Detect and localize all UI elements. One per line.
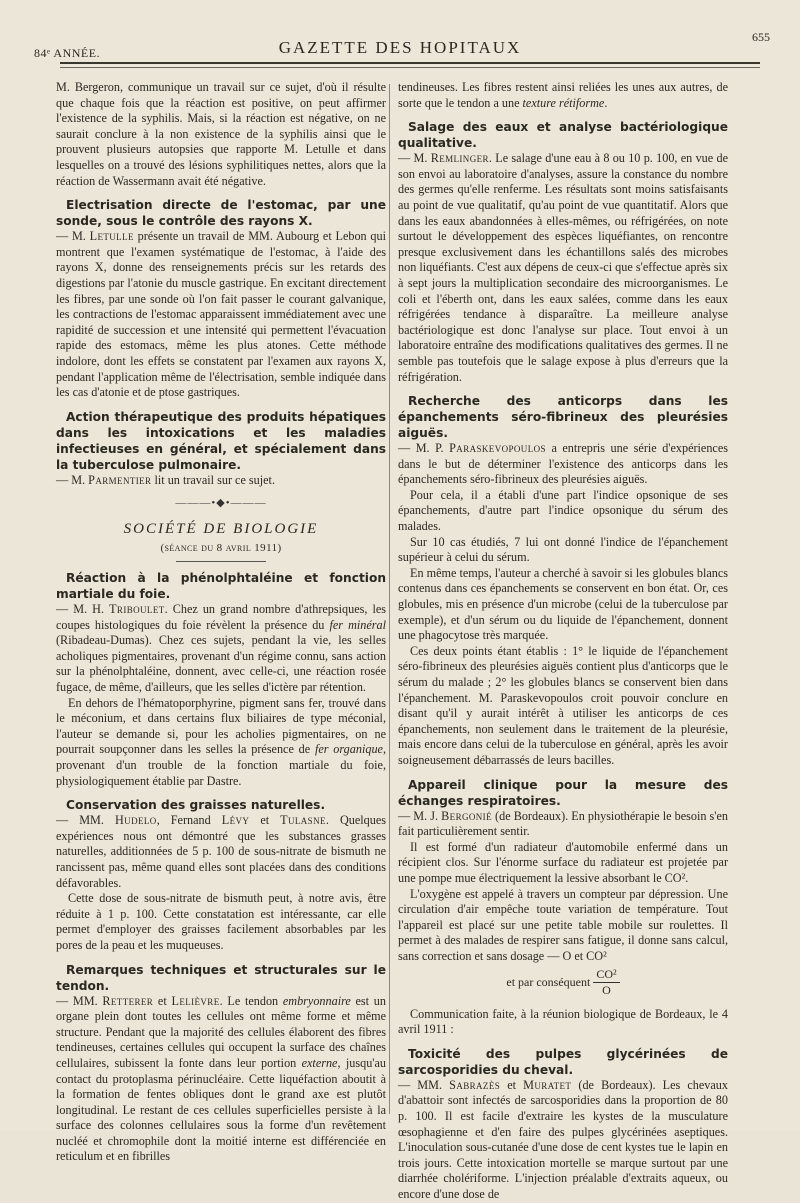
formula-prefix: et par conséquent: [506, 974, 591, 989]
author-name: Muratet: [523, 1077, 572, 1092]
article-heading: Conservation des graisses naturelles.: [66, 798, 326, 813]
article-tendon: Remarques techniques et structurales sur le tendon. — MM. Retterer et Lelièvre. Le tendon embryonnaire est un organe plein dont toutes les cellules ont même forme et même structure. Pendant que la majorité des cellules élaborent des fibres tendineuses, certaines cellules qui occupent la surface des chaînes cellulaires, subissent la fonte dans leur portion externe, jusqu'au contact du protoplasma périnucléaire. Cette liquéfaction aboutit à la formation de fentes obliques dont le grand axe est plutôt longitudinal. Le restant de ces cellules superficielles persiste à la surface des colonnes cellulaires sous la forme d'un revêtement nucléé et chromophile dont la moitié interne est différenciée en reticulum et en fibrilles: [56, 962, 386, 1164]
author-name: Paraskevopoulos: [449, 441, 546, 456]
paragraph: En dehors de l'hématoporphyrine, pigment sans fer, trouvé dans le méconium, et dans certains flux biliaires de type méconial, l'auteur se demande si, pour les acholies pigmentaires, on ne pourrait soupçonner dans les selles la présence de fer organique, provenant d'un trouble de la fonction martiale du foie, physiologiquement établie par Dastre.: [56, 695, 386, 788]
paragraph: Communication faite, à la réunion biologique de Bordeaux, le 4 avril 1911 :: [398, 1006, 728, 1037]
short-rule: [176, 561, 266, 562]
paragraph: Il est formé d'un radiateur d'automobile enfermé dans un récipient clos. Sur l'énorme surface du radiateur est projetée par une pompe mue électriquement la lessive absorbant le CO².: [398, 839, 728, 885]
article-hepatiques: Action thérapeutique des produits hépatiques dans les intoxications et les maladies infectieuses en général, et spécialement dans la tuberculose pulmonaire. — M. Parmentier lit un travail sur ce sujet.: [56, 409, 386, 487]
article-heading: Remarques techniques et structurales sur le tendon.: [56, 962, 386, 993]
header-rule: [60, 62, 760, 64]
article-electrisation: Electrisation directe de l'estomac, par une sonde, sous le contrôle des rayons X. — M. Letulle présente un travail de MM. Aubourg et Lebon qui montrent que l'examen systématique de l'estomac, à l'aide des rayons X, donne des renseignements précis sur les retards des digestions par l'atonie du muscle gastrique. En excitant directement les fibres, par une sonde où l'on fait passer le courant galvanique, les contractions de l'estomac apparaissent immédiatement avec une rapidité de succession et une intensité qui permettent l'évacuation rapide des estomacs, même les plus atones. Cette méthode indolore, dont les effets se constatent par l'examen aux rayons X, pendant l'application même de l'électrisation, semble indiquée dans les cas d'atonie et de ptose gastriques.: [56, 198, 386, 400]
right-column: [398, 80, 728, 1202]
article-salage: Salage des eaux et analyse bactériologique qualitative. — M. Remlinger. Le salage d'une eau à 8 ou 10 p. 100, en vue de son envoi au laboratoire d'analyses, assure la constance du nombre des germes qu'elle renferme. Les résultats sont moins satisfaisants au point de vue qualitatif, qu'au point de vue quantitatif. Alors que dans les eaux abandonnées à elles-mêmes, ou réfrigérées, on note surtout le développement des espèces liquéfiantes, on rencontre presque exclusivement dans les échantillons salés des microbes non liquéfiants. C'est aux dépens de ceux-ci que s'effectue après six à sept jours la multiplication secondaire des microorganismes. Le coli et l'éberth ont, dans les eaux salées, comme dans les eaux réfrigérées tendance à disparaître. La meilleure analyse bactériologique est donc l'analyse sur place. Tout envoi à un laboratoire entraîne des modifications qualitatives des germes. Il ne semble pas toutefois que le salage expose à plus d'erreurs que la réfrigération.: [398, 120, 728, 384]
left-column: [56, 80, 386, 1164]
fraction-numerator: CO²: [593, 967, 619, 984]
article-heading: Recherche des anticorps dans les épanchements séro-fibrineux des pleurésies aiguës.: [398, 394, 728, 441]
author-name: Retterer: [102, 993, 154, 1008]
author-name: Lelièvre: [171, 993, 220, 1008]
article-heading: Appareil clinique pour la mesure des échanges respiratoires.: [398, 777, 728, 808]
article-toxicite: Toxicité des pulpes glycérinées de sarcosporidies du cheval. — MM. Sabrazès et Muratet (de Bordeaux). Les chevaux d'abattoir sont infectés de sarcosporidies dans la proportion de 80 p. 100. Il est facile d'extraire les kystes de la musculature œsophagienne et d'en faire des pulpes glycérinées aseptiques. L'inoculation sous-cutanée d'une dose de cent kystes tue le lapin en trois jours. Cette intoxication mortelle se marque surtout par une diarrhée cholériforme. L'injection préalable d'extraits aqueux, ou encore d'une dose de: [398, 1046, 728, 1202]
column-divider: [389, 84, 390, 1114]
session-date: (séance du 8 avril 1911): [160, 542, 282, 555]
page-number: 655: [752, 30, 770, 44]
author-name: Bergonié: [441, 808, 492, 823]
author-name: Triboulet: [109, 602, 165, 617]
author-name: Lévy: [221, 813, 250, 828]
formula: [398, 967, 728, 999]
article-phenolphtaleine: Réaction à la phénolphtaléine et fonction martiale du foie. — M. H. Triboulet. Chez un grand nombre d'athrepsiques, les coupes histologiques du foie révèlent la présence du fer minéral (Ribadeau-Dumas). Chez ces sujets, pendant la vie, les selles acholiques pigmentaires, provenant d'un régime connu, sans action sur la phénolphtaléine, donnent, avec celle-ci, une réaction rosée fugace, de même, d'ailleurs, que les selles d'ictère par rétention.: [56, 571, 386, 695]
paragraph: L'oxygène est appelé à travers un compteur par dépression. Une circulation d'air empêche toute variation de température. Tout l'appareil est placé sur une petite table mobile sur roulettes. Il permet à des malades de respirer sans fatigue, il donne sans calcul, sans correction et sans dosage — O et CO²: [398, 886, 728, 963]
article-heading: Réaction à la phénolphtaléine et fonction martiale du foie.: [56, 571, 386, 602]
article-heading: Action thérapeutique des produits hépatiques dans les intoxications et les maladies infectieuses en général, et spécialement dans la tuberculose pulmonaire.: [56, 409, 386, 472]
paragraph: Cette dose de sous-nitrate de bismuth peut, à notre avis, être réduite à 1 p. 100. Cette constatation est intéressante, car elle permet d'employer des graisses facilement absorbables par les pores de la peau et les muqueuses.: [56, 891, 386, 952]
edition-number: 84ᵉ ANNÉE.: [34, 46, 101, 60]
author-name: Letulle: [89, 229, 134, 244]
fraction-denominator: O: [602, 983, 611, 998]
journal-title: GAZETTE DES HOPITAUX: [278, 38, 522, 57]
article-appareil: Appareil clinique pour la mesure des échanges respiratoires. — M. J. Bergonié (de Bordeaux). En physiothérapie le besoin s'en fait particulièrement sentir.: [398, 777, 728, 839]
author-name: Hudelo: [114, 813, 157, 828]
paragraph: M. Bergeron, communique un travail sur ce sujet, d'où il résulte que chaque fois que la réaction est positive, on peut affirmer l'existence de la syphilis. Mais, si la réaction est négative, on ne saurait conclure à la non existence de la syphilis ainsi que le prouvent plusieurs autopsies que rapporte M. Letulle et dans lesquelles on a trouvé des lésions syphilitiques nettes, alors que la réaction de Wassermann avait été négative.: [56, 80, 386, 188]
article-heading: Electrisation directe de l'estomac, par une sonde, sous le contrôle des rayons X.: [56, 198, 386, 229]
article-heading: Toxicité des pulpes glycérinées de sarcosporidies du cheval.: [398, 1046, 728, 1077]
paragraph: En même temps, l'auteur a cherché à savoir si les globules blancs contenus dans ces épanchements se conservent en bon état. Or, ces globules, mis en présence d'un microbe (celui de la tuberculose par exemple), et d'un sérum ou du liquide de l'épanchement, donnent une phagocytose très marquée.: [398, 565, 728, 643]
author-name: Tulasne: [280, 813, 326, 828]
header-rule-thin: [60, 67, 760, 68]
article-heading: Salage des eaux et analyse bactériologique qualitative.: [398, 120, 728, 151]
author-name: Sabrazès: [449, 1077, 501, 1092]
author-name: Remlinger: [430, 151, 489, 166]
paragraph: tendineuses. Les fibres restent ainsi reliées les unes aux autres, de sorte que le tendon a une texture rétiforme.: [398, 80, 728, 110]
paragraph: Sur 10 cas étudiés, 7 lui ont donné l'indice de l'épanchement supérieur à celui du sérum.: [398, 534, 728, 565]
article-graisses: Conservation des graisses naturelles. — MM. Hudelo, Fernand Lévy et Tulasne. Quelques expériences nous ont démontré que les substances grasses naturelles, additionnées de 5 p. 100 de sous-nitrate de bismuth ne rancissent pas, même quand elles sont placées dans des conditions défavorables.: [56, 798, 386, 890]
section-title: SOCIÉTÉ DE BIOLOGIE: [123, 520, 319, 537]
article-anticorps: Recherche des anticorps dans les épanchements séro-fibrineux des pleurésies aiguës. — M. P. Paraskevopoulos a entrepris une série d'expériences dans le but de déterminer l'existence des anticorps dans les épanchements séro-fibrineux des pleurésies aiguës.: [398, 394, 728, 487]
paragraph: Ces deux points étant établis : 1° le liquide de l'épanchement séro-fibrineux des pleurésies aiguës contient plus d'anticorps que le sérum du malade ; 2° les globules blancs se conservent bien dans l'épanchement. M. Paraskevopoulos croit pouvoir conclure en disant qu'il y aurait intérêt à utiliser les anticorps de ces épanchements, non seulement dans le traitement de la pleurésie, mais encore dans celui de la tuberculose en général, après les avoir soigneusement débarrassés de leurs bacilles.: [398, 643, 728, 767]
paragraph: Pour cela, il a établi d'une part l'indice opsonique de ses épanchements, d'autre part l'indice opsonique du sérum des malades.: [398, 487, 728, 534]
section-ornament: ———•◆•———: [175, 497, 267, 510]
author-name: Parmentier: [88, 472, 152, 487]
fraction: [593, 967, 619, 999]
